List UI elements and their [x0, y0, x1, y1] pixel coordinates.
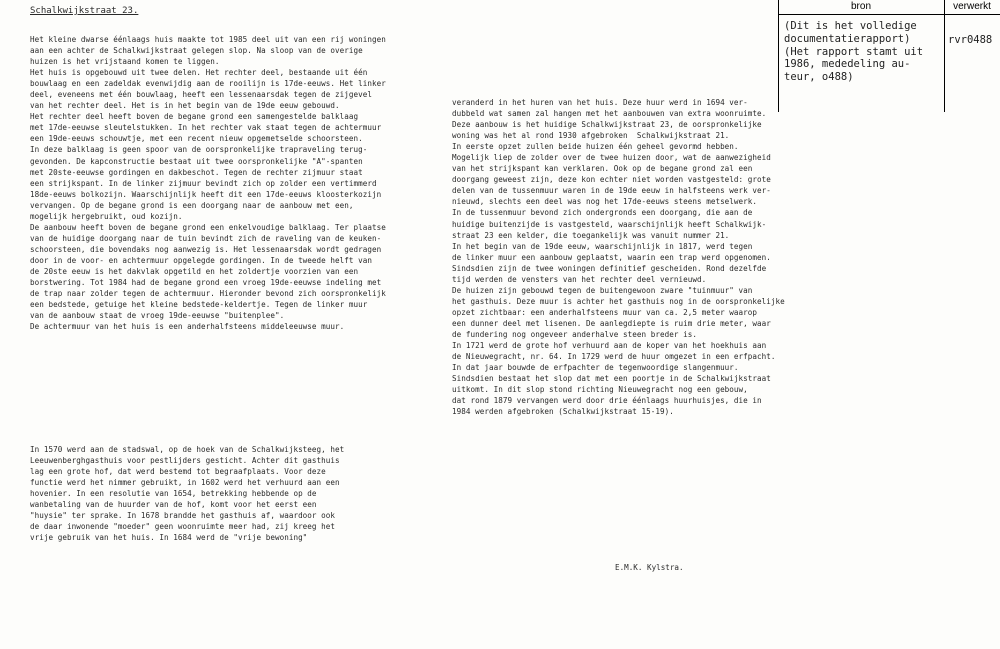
text-column-left-lower: [30, 444, 344, 543]
text-column-right: [452, 97, 785, 417]
text-line: teur, o488): [784, 71, 854, 84]
source-note: [784, 20, 923, 84]
text-line: In dat jaar bouwde de erfpachter de tegenwoordige slangenmuur.: [452, 363, 739, 373]
text-line: een bedstede, getuige het kleine bedstede-keldertje. Tegen de linker muur: [30, 300, 368, 310]
text-line: een 19de-eeuws schouwtje, met een recent nieuw opgemetselde schoorsteen.: [30, 134, 363, 144]
reference-code: rvr0488: [948, 34, 993, 46]
text-line: bouwlaag en een zadeldak evenwijdig aan de rooilijn is 17de-eeuws. Het linker: [30, 79, 386, 89]
text-line: vrije gebruik van het huis. In 1684 werd de "vrije bewoning": [30, 533, 308, 543]
text-line: opzet zichtbaar: een anderhalfsteens muur van ca. 2,5 meter waarop: [452, 307, 758, 317]
text-line: veranderd in het huren van het huis. Deze huur werd in 1694 ver-: [452, 98, 748, 107]
text-line: In deze balklaag is geen spoor van de oorspronkelijke trapraveling terug-: [30, 145, 368, 155]
text-line: Sindsdien bestaat het slop dat met een poortje in de Schalkwijkstraat: [452, 374, 771, 384]
text-line: huizen is het vrijstaand komen te liggen.: [30, 57, 220, 67]
source-column-header: bron: [850, 1, 871, 12]
text-line: de daar inwonende "moeder" geen woonruimte meer had, zij kreeg het: [30, 522, 336, 532]
text-line: (Dit is het volledige: [784, 20, 917, 32]
text-line: (Het rapport stamt uit: [784, 45, 924, 58]
text-line: dat rond 1879 vervangen werd door drie éénlaags huurhuisjes, die in: [452, 396, 762, 406]
text-line: aan een achter de Schalkwijkstraat gelegen slop. Na sloop van de overige: [30, 46, 363, 56]
text-line: doorgang geweest zijn, deze kon echter niet worden vastgesteld: grote: [452, 175, 771, 185]
text-line: schoorsteen, die bovendaks nog aanwezig is. Het lessenaarsdak wordt gedragen: [30, 244, 382, 254]
text-line: 1986, mededeling au-: [784, 58, 911, 71]
text-line: uitkomt. In dit slop stond richting Nieuwegracht nog een gebouw,: [452, 385, 748, 395]
text-line: Sindsdien zijn de twee woningen definitief gescheiden. Rond dezelfde: [452, 263, 767, 273]
text-line: In eerste opzet zullen beide huizen één geheel gevormd hebben.: [452, 142, 739, 152]
document-title: Schalkwijkstraat 23.: [30, 6, 139, 16]
text-line: In de tussenmuur bevond zich ondergronds een doorgang, die aan de: [452, 208, 753, 218]
text-line: van de aanbouw staat de vroeg 19de-eeuwse "buitenplee".: [30, 311, 285, 321]
text-line: een strijkspant. In de linker zijmuur bevindt zich op zolder een vertimmerd: [30, 178, 377, 188]
text-line: In het begin van de 19de eeuw, waarschijnlijk in 1817, werd tegen: [452, 241, 753, 251]
text-line: Het kleine dwarse éénlaags huis maakte tot 1985 deel uit van een rij woningen: [30, 35, 386, 44]
text-line: gevonden. De kapconstructie bestaat uit twee oorspronkelijke "A"-spanten: [30, 156, 363, 166]
text-line: woning was het al rond 1930 afgebroken Schalkwijkstraat 21.: [452, 131, 730, 141]
text-line: borstwering. Tot 1984 had de begane grond een vroeg 19de-eeuwse indeling met: [30, 278, 382, 288]
text-line: huidige buitenzijde is vastgesteld, waarschijnlijk heeft Schalkwijk-: [452, 219, 767, 229]
text-line: van het strijkspant kan verklaren. Ook op de begane grond zal een: [452, 164, 753, 174]
text-line: het gasthuis. Deze muur is achter het gasthuis nog in de oorspronkelijke: [452, 296, 785, 306]
text-line: wanbetaling van de huurder van de hof, komt voor het eerst een: [30, 500, 317, 510]
text-line: lag een grote hof, dat werd bestemd tot begraafplaats. Voor deze: [30, 467, 326, 477]
processed-column-header: verwerkt: [953, 1, 991, 12]
text-line: De huizen zijn gebouwd tegen de buitengewoon zware "tuinmuur" van: [452, 285, 753, 295]
text-line: dubbeld wat samen zal hangen met het aanbouwen van extra woonruimte.: [452, 109, 767, 119]
text-line: de trap naar zolder tegen de achtermuur. Hieronder bevond zich oorspronkelijk: [30, 289, 386, 299]
text-line: met 20ste-eeuwse gordingen en dakbeschot. Tegen de rechter zijmuur staat: [30, 167, 363, 177]
text-line: straat 23 een kelder, die toegankelijk was vanuit nummer 21.: [452, 230, 730, 240]
text-line: door in de voor- en achtermuur opgelegde gordingen. In de tweede helft van: [30, 255, 373, 265]
text-line: nieuwd, slechts een deel was nog het 17de-eeuws steens metselwerk.: [452, 197, 758, 207]
text-line: mogelijk hergebruikt, oud kozijn.: [30, 211, 183, 221]
header-box-border: [944, 0, 945, 112]
text-line: functie werd het nimmer gebruikt, in 1602 werd het verhuurd aan een: [30, 478, 340, 488]
text-line: Mogelijk liep de zolder over de twee huizen door, wat de aanwezigheid: [452, 153, 771, 163]
text-line: van het rechter deel. Het is in het begin van de 19de eeuw gebouwd.: [30, 101, 340, 111]
text-line: een dunner deel met lisenen. De aanlegdiepte is ruim drie meter, waar: [452, 318, 771, 328]
text-line: tijd werden de vensters van het rechter deel vernieuwd.: [452, 274, 707, 284]
text-line: In 1721 werd de grote hof verhuurd aan de koper van het hoekhuis aan: [452, 341, 767, 351]
text-line: de linker muur een aanbouw geplaatst, waarin een trap werd opgenomen.: [452, 252, 771, 262]
text-line: Het huis is opgebouwd uit twee delen. Het rechter deel, bestaande uit één: [30, 68, 368, 78]
text-line: De aanbouw heeft boven de begane grond een enkelvoudige balklaag. Ter plaatse: [30, 222, 386, 232]
header-box-border: [778, 0, 779, 112]
header-box-border: [778, 14, 1000, 15]
text-line: met 17de-eeuwse sleutelstukken. In het rechter vak staat tegen de achtermuur: [30, 123, 382, 133]
text-line: van de huidige doorgang naar de tuin bevindt zich de raveling van de keuken-: [30, 233, 382, 243]
text-line: de 20ste eeuw is het dakvlak opgetild en het zoldertje voorzien van een: [30, 266, 359, 276]
text-line: vervangen. Op de begane grond is een doorgang naar de aanbouw met een,: [30, 200, 354, 210]
text-line: In 1570 werd aan de stadswal, op de hoek van de Schalkwijksteeg, het: [30, 445, 345, 454]
text-line: delen van de tussenmuur waren in de 19de eeuw in halfsteens werk ver-: [452, 186, 771, 196]
text-line: de Nieuwegracht, nr. 64. In 1729 werd de huur omgezet in een erfpacht.: [452, 352, 776, 362]
text-line: "huysie" ter sprake. In 1678 brandde het gasthuis af, waardoor ook: [30, 511, 336, 521]
text-line: de fundering nog ongeveer anderhalve steen breder is.: [452, 329, 697, 339]
text-line: Het rechter deel heeft boven de begane grond een samengestelde balklaag: [30, 112, 359, 122]
text-line: documentatierapport): [784, 32, 911, 45]
text-line: hovenier. In een resolutie van 1654, betrekking hebbende op de: [30, 489, 317, 499]
text-line: Deze aanbouw is het huidige Schalkwijkstraat 23, de oorspronkelijke: [452, 120, 762, 130]
text-line: 1984 werden afgebroken (Schalkwijkstraat 15-19).: [452, 407, 674, 417]
text-column-left-upper: [30, 34, 386, 332]
text-line: 18de-eeuws bolkozijn. Waarschijnlijk heeft dit een 17de-eeuws kloosterkozijn: [30, 189, 382, 199]
author-signature: E.M.K. Kylstra.: [615, 563, 684, 572]
text-line: deel, eveneens met één bouwlaag, heeft een lessenaarsdak tegen de zijgevel: [30, 90, 373, 100]
text-line: De achtermuur van het huis is een anderhalfsteens middeleeuwse muur.: [30, 322, 345, 332]
text-line: Leeuwenberghgasthuis voor pestlijders gesticht. Achter dit gasthuis: [30, 456, 340, 466]
